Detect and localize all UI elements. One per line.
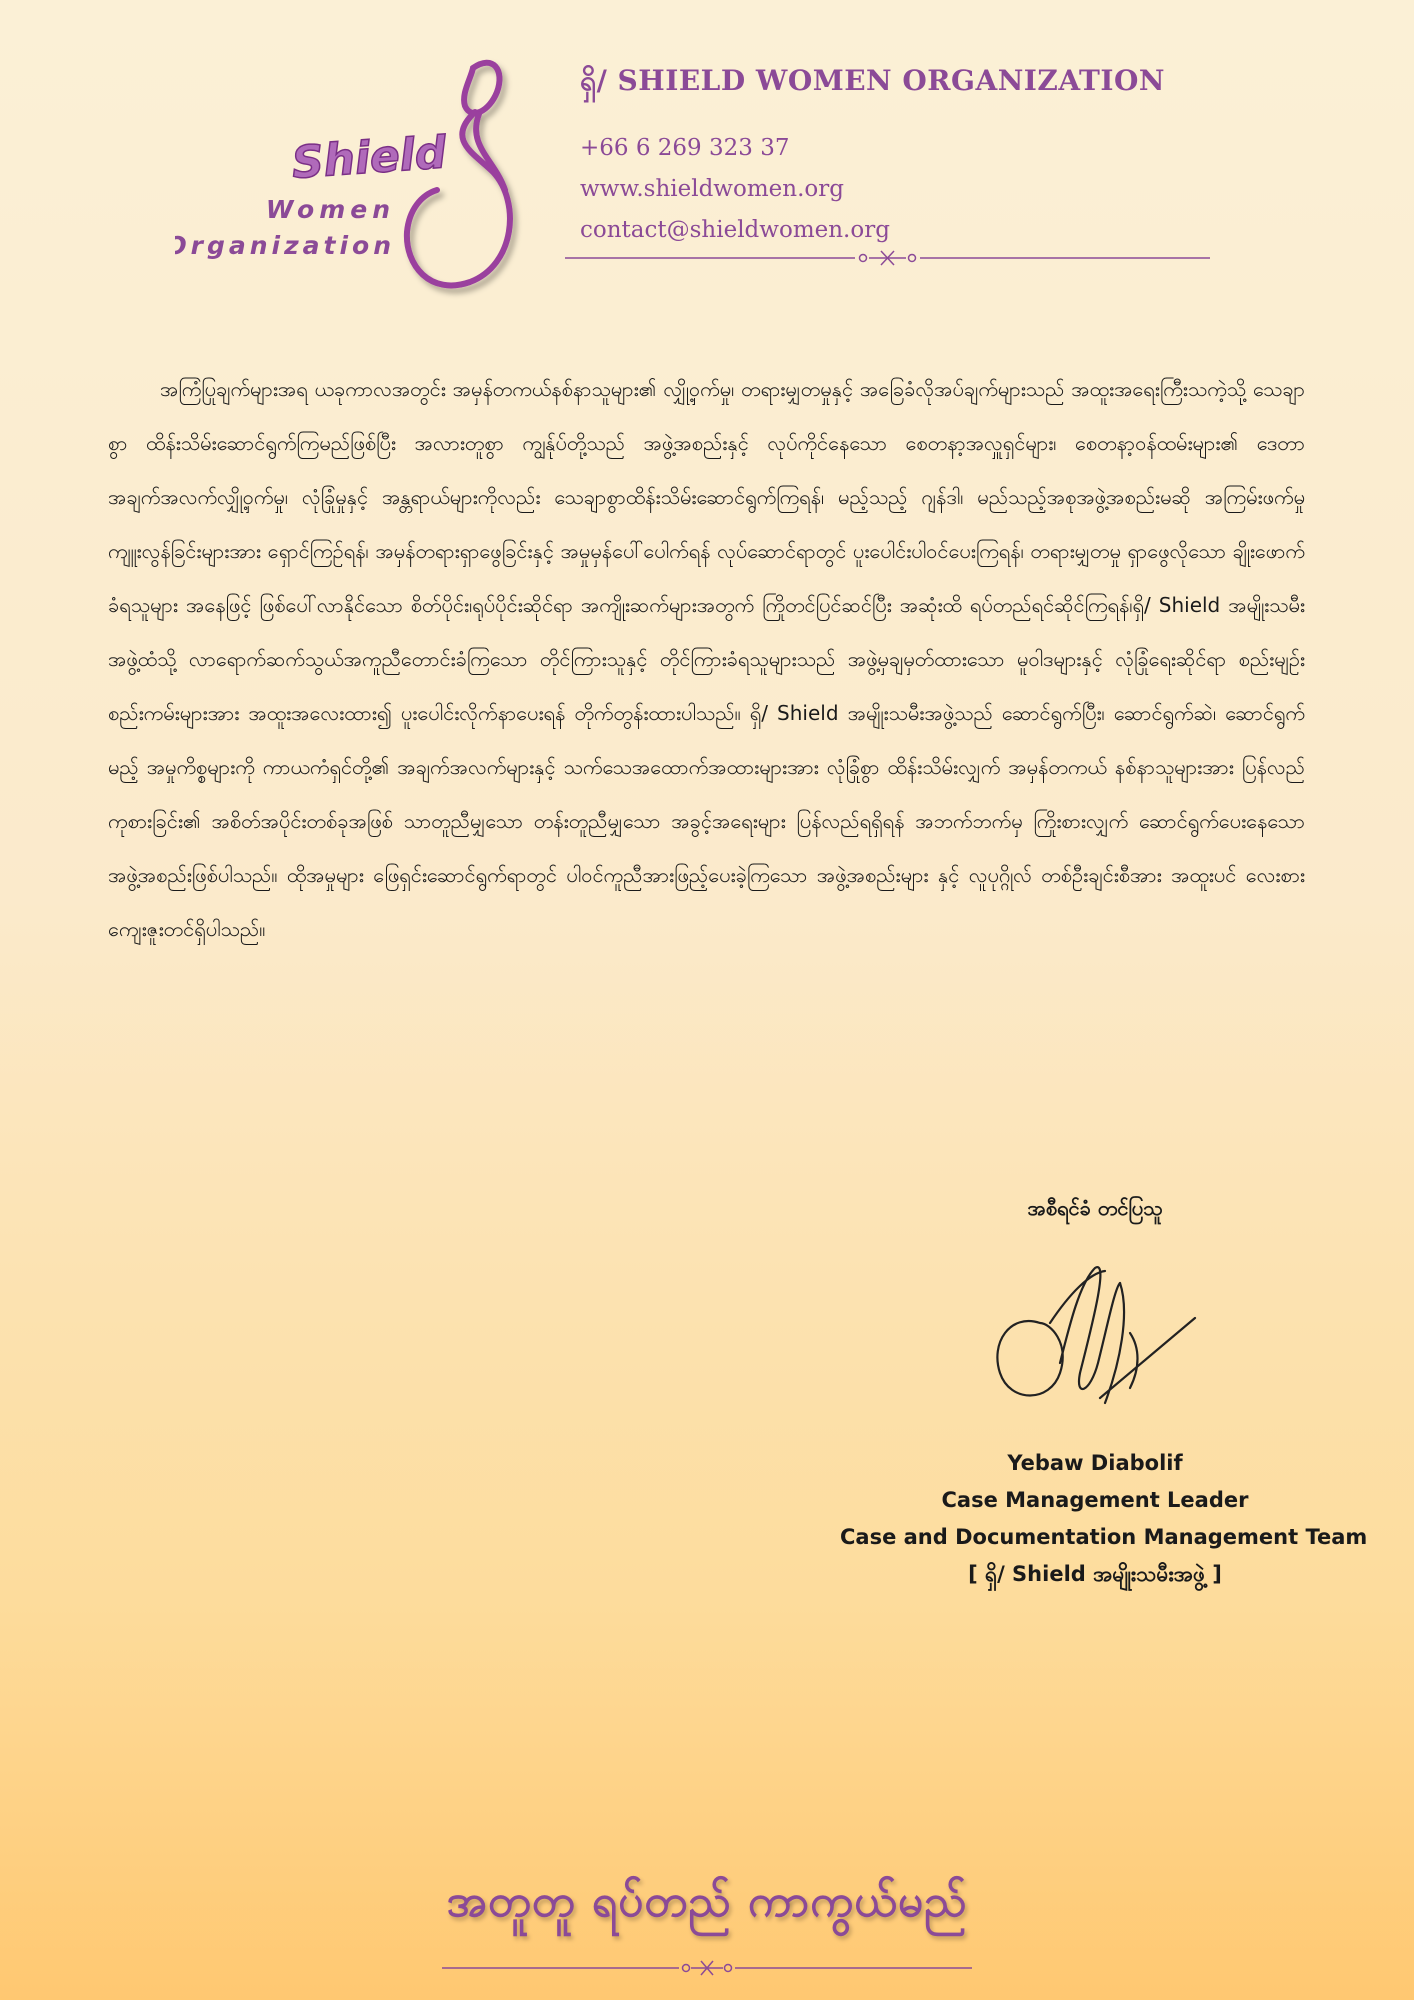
signatory-name: Yebaw Diabolif [1007, 1451, 1183, 1475]
email-link[interactable]: contact@shieldwomen.org [580, 217, 890, 243]
footer-slogan: အတူတူ ရပ်တည် ကာကွယ်မည် [446, 1876, 968, 1927]
logo-line-organization: Organization [175, 231, 395, 260]
signature-block [840, 1195, 1368, 1593]
organization-name: ရှိ/ SHIELD WOMEN ORGANIZATION [580, 64, 1165, 97]
handwritten-signature-icon [980, 1253, 1210, 1423]
letter-body-paragraph: အကြံပြုချက်များအရ ယခုကာလအတွင်း အမှန်တကယ်နစ်နာသူများ၏ လျှို့ဝှက်မှု၊ တရားမျှတမှုနှင့် အခြေခံလိုအပ်ချက်များသည် အထူးအရေးကြီးသကဲ့သို့ သေချာစွာ ထိန်းသိမ်းဆောင်ရွက်ကြမည်ဖြစ်ပြီး အလားတူစွာ ကျွန်ုပ်တို့သည် အဖွဲ့အစည်းနှင့် လုပ်ကိုင်နေသော စေတနာ့အလှူရှင်များ၊ စေတနာ့ဝန်ထမ်းများ၏ ဒေတာအချက်အလက်လျှို့ဝှက်မှု၊ လုံခြုံမှုနှင့် အန္တရာယ်များကိုလည်း သေချာစွာထိန်းသိမ်းဆောင်ရွက်ကြရန်၊ မည့်သည့် ဂျန်ဒါ၊ မည်သည့်အစုအဖွဲ့အစည်းမဆို အကြမ်းဖက်မှု ကျူးလွန်ခြင်းများအား ရှောင်ကြဉ်ရန်၊ အမှန်တရားရှာဖွေခြင်းနှင့် အမှုမှန်ပေါ်ပေါက်ရန် လုပ်ဆောင်ရာတွင် ပူးပေါင်းပါဝင်ပေးကြရန်၊ တရားမျှတမှု ရှာဖွေလိုသော ချိုးဖောက်ခံရသူများ အနေဖြင့် ဖြစ်ပေါ်လာနိုင်သော စိတ်ပိုင်း၊ရုပ်ပိုင်းဆိုင်ရာ အကျိုးဆက်များအတွက် ကြိုတင်ပြင်ဆင်ပြီး အဆုံးထိ ရပ်တည်ရင်ဆိုင်ကြရန်၊ရှိ/ Shield အမျိုးသမီးအဖွဲ့ထံသို့ လာရောက်ဆက်သွယ်အကူညီတောင်းခံကြသော တိုင်ကြားသူနှင့် တိုင်ကြားခံရသူများသည် အဖွဲ့မှချမှတ်ထားသော မူဝါဒများနှင့် လုံခြုံရေးဆိုင်ရာ စည်းမျဉ်းစည်းကမ်းများအား အထူးအလေးထား၍ ပူးပေါင်းလိုက်နာပေးရန် တိုက်တွန်းထားပါသည်။ ရှိ/ Shield အမျိုးသမီးအဖွဲ့သည် ဆောင်ရွက်ပြီး၊ ဆောင်ရွက်ဆဲ၊ ဆောင်ရွက်မည့် အမှုကိစ္စများကို ကာယကံရှင်တို့၏ အချက်အလက်များနှင့် သက်သေအထောက်အထားများအား လုံခြုံစွာ ထိန်းသိမ်းလျှက် အမှန်တကယ် နစ်နာသူများအား ပြန်လည်ကုစားခြင်း၏ အစိတ်အပိုင်းတစ်ခုအဖြစ် သာတူညီမျှသော တန်းတူညီမျှသော အခွင့်အရေးများ ပြန်လည်ရရှိရန် အဘက်ဘက်မှ ကြိုးစားလျှက် ဆောင်ရွက်ပေးနေသော အဖွဲ့အစည်းဖြစ်ပါသည်။ ထိုအမှုများ ဖြေရှင်းဆောင်ရွက်ရာတွင် ပါဝင်ကူညီအားဖြည့်ပေးခဲ့ကြသော အဖွဲ့အစည်းများ နှင့် လူပုဂ္ဂိုလ် တစ်ဦးချင်းစီအား အထူးပင် လေးစားကျေးဇူးတင်ရှိပါသည်။ [108, 377, 1305, 941]
logo-line-women: Women [265, 195, 395, 224]
signatory-position: Case Management Leader [941, 1488, 1249, 1512]
footer-ornamental-divider [442, 1958, 972, 1978]
phone-number: +66 6 269 323 37 [580, 135, 790, 161]
organization-logo [175, 50, 545, 310]
letterhead-header [580, 62, 1220, 251]
reporter-title: အစီရင်ခံ တင်ပြသူ [1027, 1196, 1163, 1220]
logo-word: Shield [290, 127, 448, 189]
signatory-team: Case and Documentation Management Team [840, 1525, 1368, 1549]
header-ornamental-divider [565, 248, 1210, 268]
shield-logo-icon [175, 50, 545, 310]
website-link[interactable]: www.shieldwomen.org [580, 176, 844, 202]
signatory-organization: [ ရှိ/ Shield အမျိုးသမီးအဖွဲ့ ] [968, 1562, 1222, 1586]
